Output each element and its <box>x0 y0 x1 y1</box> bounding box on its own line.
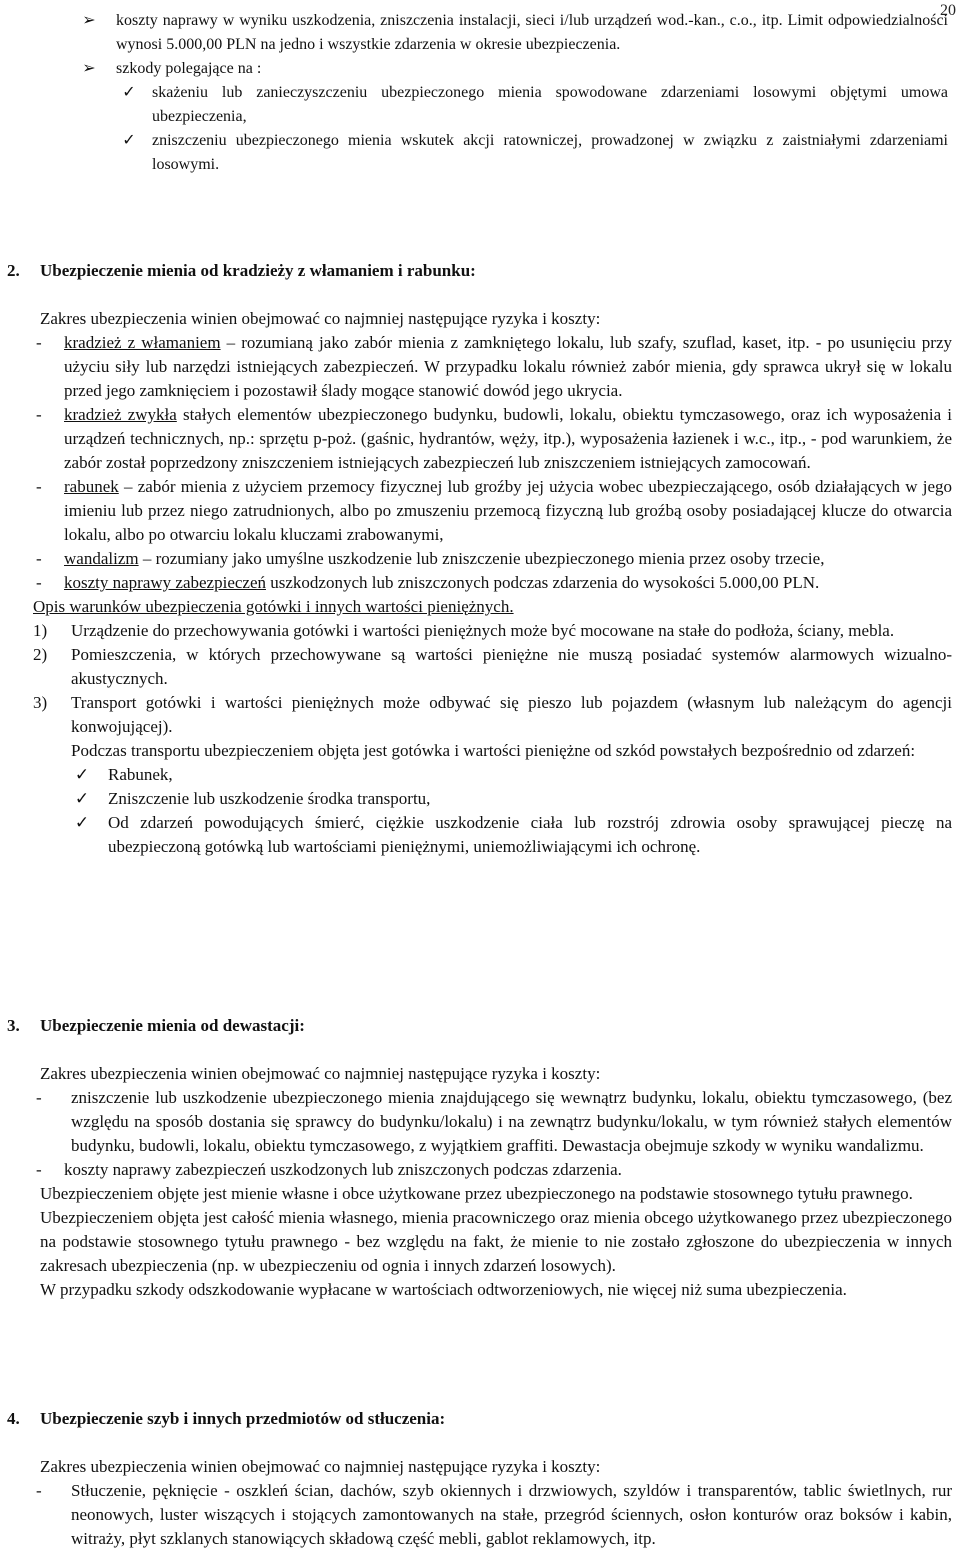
paragraph: Ubezpieczeniem objęte jest mienie własne i obce użytkowane przez ubezpieczonego na podstawie stosownego tytułu prawnego. <box>40 1184 913 1203</box>
list-item <box>0 547 960 571</box>
arrow-icon: ➢ <box>82 60 96 77</box>
check-icon: ✓ <box>122 132 136 149</box>
section-number: 4. <box>7 1409 20 1428</box>
check-icon: ✓ <box>74 765 90 784</box>
term-description: – rozumiany jako umyślne uszkodzenie lub zniszczenie ubezpieczonego mienia przez osoby trzecie, <box>138 549 825 568</box>
arrow-icon: ➢ <box>82 12 96 29</box>
list-item <box>0 403 960 475</box>
list-item-text: koszty naprawy w wyniku uszkodzenia, zniszczenia instalacji, sieci i/lub urządzeń wod.-kan., c.o., itp. Limit odpowiedzialności wynosi 5.000,00 PLN na jedno i wszystkie zdarzenia w okresie ubezpieczenia. <box>116 12 948 53</box>
item-number: 1) <box>33 621 48 640</box>
term: rabunek <box>64 477 119 496</box>
term: wandalizm <box>64 549 139 568</box>
section-heading <box>0 1407 960 1431</box>
section-number: 2. <box>7 261 20 280</box>
dash-marker: - <box>36 549 42 568</box>
term-description: stałych elementów ubezpieczonego budynku, budowli, lokalu, obiektu tymczasowego, oraz ich wyposażenia i urządzeń technicznych, np.: sprzętu p-poż. (gaśnic, hydrantów, węży, itp.), wyposażenia łazienek i w.c., itp., - pod warunkiem, że zabór został poprzedzony zniszczeniem istniejących zabezpieczeń lub zniszczeniem istniejących zamocowań. <box>64 405 952 472</box>
list-item-text: szkody polegające na : <box>116 60 262 77</box>
list-item <box>0 787 960 811</box>
list-item <box>0 619 960 643</box>
list-item <box>0 475 960 547</box>
list-item <box>0 1479 960 1551</box>
section-number: 3. <box>7 1016 20 1035</box>
intro-text: Zakres ubezpieczenia winien obejmować co najmniej następujące ryzyka i koszty: <box>40 1457 601 1476</box>
list-item <box>0 571 960 595</box>
list-item <box>0 643 960 691</box>
list-item-text: koszty naprawy zabezpieczeń uszkodzonych lub zniszczonych podczas zdarzenia. <box>64 1160 622 1179</box>
section-title: Ubezpieczenie mienia od kradzieży z włamaniem i rabunku: <box>40 261 476 280</box>
list-item <box>0 1158 960 1182</box>
section-2 <box>0 259 960 859</box>
intro-text: Zakres ubezpieczenia winien obejmować co najmniej następujące ryzyka i koszty: <box>40 1064 601 1083</box>
term-description: – rozumianą jako zabór mienia z zamkniętego lokalu, lub szafy, szuflad, kaset, itp. - po usunięciu przy użyciu siły lub narzędzi istniejących zabezpieczeń. W przypadku lokalu również zabór mienia, gdy sprawca ukrył się w lokalu przed jego zamknięciem i pozostawił ślady mogące stanowić dowód jego ukrycia. <box>64 333 953 400</box>
list-item <box>0 9 960 57</box>
check-icon: ✓ <box>74 789 90 808</box>
intro-text: Zakres ubezpieczenia winien obejmować co najmniej następujące ryzyka i koszty: <box>40 309 601 328</box>
paragraph: W przypadku szkody odszkodowanie wypłacane w wartościach odtworzeniowych, nie więcej niż suma ubezpieczenia. <box>40 1280 847 1299</box>
section-3 <box>0 1014 960 1302</box>
page-number: 20 <box>940 2 956 19</box>
dash-marker: - <box>36 573 42 592</box>
dash-marker: - <box>36 1088 42 1107</box>
section-4 <box>0 1407 960 1551</box>
list-item <box>0 763 960 787</box>
paragraph: Podczas transportu ubezpieczeniem objęta jest gotówka i wartości pieniężne od szkód powstałych bezpośrednio od zdarzeń: <box>71 741 916 760</box>
list-item-text: Zniszczenie lub uszkodzenie środka transportu, <box>108 789 431 808</box>
dash-marker: - <box>36 333 42 352</box>
list-item-text: Rabunek, <box>108 765 173 784</box>
item-number: 2) <box>33 645 48 664</box>
dash-marker: - <box>36 1481 42 1500</box>
list-item <box>0 691 960 739</box>
list-item <box>0 811 960 859</box>
list-item-text: Urządzenie do przechowywania gotówki i wartości pieniężnych może być mocowane na stałe do podłoża, ściany, mebla. <box>71 621 895 640</box>
top-list <box>0 9 960 177</box>
check-icon: ✓ <box>122 84 136 101</box>
list-item <box>0 1086 960 1158</box>
list-item <box>0 57 960 81</box>
list-item-text: skażeniu lub zanieczyszczeniu ubezpieczonego mienia spowodowane zdarzeniami losowymi objętymi umowa ubezpieczenia, <box>152 84 948 125</box>
list-item-text: Stłuczenie, pęknięcie - oszkleń ścian, dachów, szyb okiennych i drzwiowych, szyldów i transparentów, tablic świetlnych, rur neonowych, luster wiszących i stojących zamontowanych na stałe, przegród ściennych, osłon konturów oraz boksów i kabin, witraży, płyt szklanych stanowiących składową część mebli, gablot reklamowych, itp. <box>71 1481 952 1548</box>
dash-marker: - <box>36 1160 42 1179</box>
list-item-text: zniszczenie lub uszkodzenie ubezpieczonego mienia znajdującego się wewnątrz budynku, lokalu, obiektu tymczasowego, (bez względu na sposób dostania się sprawcy do budynku/lokalu) i na zewnątrz budynku/lokalu, w tym również stałych elementów budynku, budowli, lokalu, obiektu tymczasowego, z wyjątkiem graffiti. Dewastacja obejmuje szkody w wyniku wandalizmu. <box>71 1088 952 1155</box>
list-item <box>0 81 960 129</box>
subsection-title: Opis warunków ubezpieczenia gotówki i innych wartości pieniężnych. <box>33 597 514 616</box>
term: koszty naprawy zabezpieczeń <box>64 573 266 592</box>
item-number: 3) <box>33 693 48 712</box>
list-item <box>0 129 960 177</box>
list-item-text: Pomieszczenia, w których przechowywane są wartości pieniężne nie muszą posiadać systemów alarmowych wizualno-akustycznych. <box>71 645 952 688</box>
term-description: uszkodzonych lub zniszczonych podczas zdarzenia do wysokości 5.000,00 PLN. <box>266 573 820 592</box>
term-description: – zabór mienia z użyciem przemocy fizycznej lub groźby jej użycia wobec ubezpieczającego, osób działających w jego imieniu lub przez niego zatrudnionych, albo po zmuszeniu przemocą fizyczną lub groźbą osoby posiadającej klucze do otwarcia lokalu, albo po otwarciu lokalu kluczami zrabowanymi, <box>64 477 952 544</box>
list-item <box>0 331 960 403</box>
section-heading <box>0 1014 960 1038</box>
check-icon: ✓ <box>74 813 90 832</box>
list-item-text: Od zdarzeń powodujących śmierć, ciężkie uszkodzenie ciała lub rozstrój zdrowia osoby sprawującej pieczę na ubezpieczoną gotówką lub wartościami pieniężnymi, uniemożliwiającymi ich ochronę. <box>108 813 952 856</box>
list-item-text: Transport gotówki i wartości pieniężnych może odbywać się pieszo lub pojazdem (własnym lub należącym do agencji konwojującej). <box>71 693 952 736</box>
term: kradzież z włamaniem <box>64 333 221 352</box>
list-item-text: zniszczeniu ubezpieczonego mienia wskutek akcji ratowniczej, prowadzonej w związku z zaistniałymi zdarzeniami losowymi. <box>152 132 948 173</box>
dash-marker: - <box>36 405 42 424</box>
term: kradzież zwykła <box>64 405 177 424</box>
paragraph: Ubezpieczeniem objęta jest całość mienia własnego, mienia pracowniczego oraz mienia obcego użytkowanego przez ubezpieczonego na podstawie stosownego tytułu prawnego - bez względu na fakt, że mienie to nie zostało zgłoszone do ubezpieczenia w innych zakresach ubezpieczenia (np. w ubezpieczeniu od ognia i innych zdarzeń losowych). <box>40 1208 952 1275</box>
section-heading <box>0 259 960 283</box>
section-title: Ubezpieczenie szyb i innych przedmiotów od stłuczenia: <box>40 1409 446 1428</box>
section-title: Ubezpieczenie mienia od dewastacji: <box>40 1016 305 1035</box>
dash-marker: - <box>36 477 42 496</box>
